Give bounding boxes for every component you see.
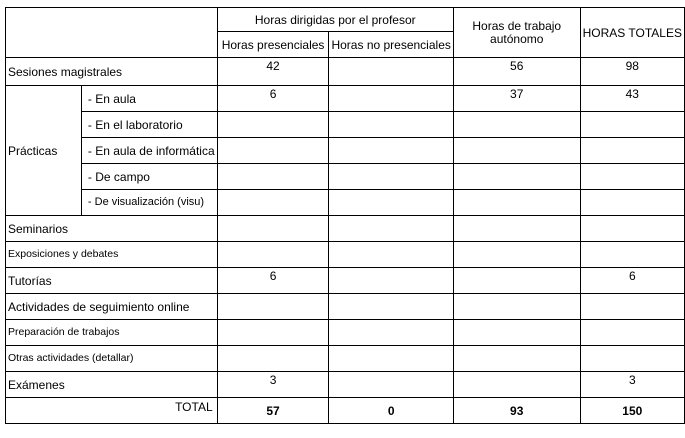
cell-seminarios-autonomo [453,216,580,242]
cell-exposiciones-autonomo [453,242,580,268]
cell-sesiones-autonomo: 56 [453,58,580,86]
header-empty-cell [6,8,218,58]
cell-examenes-autonomo [453,372,580,398]
cell-practicas-no-presenciales [329,86,453,112]
cell-actividades-totales [580,294,684,320]
cell-sesiones-no-presenciales [329,58,453,86]
row-label-practicas: Prácticas [6,86,82,216]
practicas-sub-label: - De campo [81,164,217,190]
cell-exposiciones-presenciales [217,242,329,268]
cell-otras-presenciales [217,346,329,372]
practicas-sub-label: - En el laboratorio [81,112,217,138]
cell-practicas-totales [580,164,684,190]
header-autonomo: Horas de trabajo autónomo [453,8,580,58]
cell-seminarios-presenciales [217,216,329,242]
cell-practicas-no-presenciales [329,112,453,138]
practicas-sub-label: - En aula de informática [81,138,217,164]
cell-seminarios-totales [580,216,684,242]
cell-sesiones-totales: 98 [580,58,684,86]
cell-practicas-no-presenciales [329,190,453,216]
cell-examenes-presenciales: 3 [217,372,329,398]
cell-examenes-no-presenciales [329,372,453,398]
total-no-presenciales: 0 [329,398,453,424]
cell-otras-totales [580,346,684,372]
cell-practicas-autonomo [453,164,580,190]
cell-examenes-totales: 3 [580,372,684,398]
cell-tutorias-totales: 6 [580,268,684,294]
row-label-seminarios: Seminarios [6,216,218,242]
row-label-sesiones: Sesiones magistrales [6,58,218,86]
cell-tutorias-presenciales: 6 [217,268,329,294]
cell-practicas-autonomo [453,138,580,164]
header-totales: HORAS TOTALES [580,8,684,58]
cell-practicas-presenciales: 6 [217,86,329,112]
cell-otras-autonomo [453,346,580,372]
practicas-sub-label: - De visualización (visu) [81,190,217,216]
cell-practicas-totales [580,138,684,164]
cell-practicas-presenciales [217,138,329,164]
cell-preparacion-totales [580,320,684,346]
row-label-preparacion: Preparación de trabajos [6,320,218,346]
cell-practicas-no-presenciales [329,164,453,190]
header-presenciales: Horas presenciales [217,32,329,58]
cell-exposiciones-no-presenciales [329,242,453,268]
cell-practicas-no-presenciales [329,138,453,164]
practicas-sub-label: - En aula [81,86,217,112]
cell-practicas-autonomo [453,112,580,138]
total-autonomo: 93 [453,398,580,424]
cell-practicas-totales [580,112,684,138]
hours-table [5,7,685,424]
cell-preparacion-presenciales [217,320,329,346]
cell-actividades-autonomo [453,294,580,320]
cell-otras-no-presenciales [329,346,453,372]
header-no-presenciales: Horas no presenciales [329,32,453,58]
cell-practicas-autonomo [453,190,580,216]
cell-tutorias-autonomo [453,268,580,294]
cell-tutorias-no-presenciales [329,268,453,294]
cell-preparacion-autonomo [453,320,580,346]
cell-practicas-presenciales [217,112,329,138]
row-label-exposiciones: Exposiciones y debates [6,242,218,268]
row-label-otras: Otras actividades (detallar) [6,346,218,372]
cell-practicas-autonomo: 37 [453,86,580,112]
total-totales: 150 [580,398,684,424]
total-label: TOTAL [6,398,218,424]
cell-seminarios-no-presenciales [329,216,453,242]
cell-preparacion-no-presenciales [329,320,453,346]
total-presenciales: 57 [217,398,329,424]
cell-actividades-no-presenciales [329,294,453,320]
header-dirigidas: Horas dirigidas por el profesor [217,8,453,32]
cell-actividades-presenciales [217,294,329,320]
cell-sesiones-presenciales: 42 [217,58,329,86]
cell-practicas-totales: 43 [580,86,684,112]
cell-exposiciones-totales [580,242,684,268]
cell-practicas-totales [580,190,684,216]
cell-practicas-presenciales [217,164,329,190]
row-label-actividades: Actividades de seguimiento online [6,294,218,320]
row-label-examenes: Exámenes [6,372,218,398]
row-label-tutorias: Tutorías [6,268,218,294]
cell-practicas-presenciales [217,190,329,216]
